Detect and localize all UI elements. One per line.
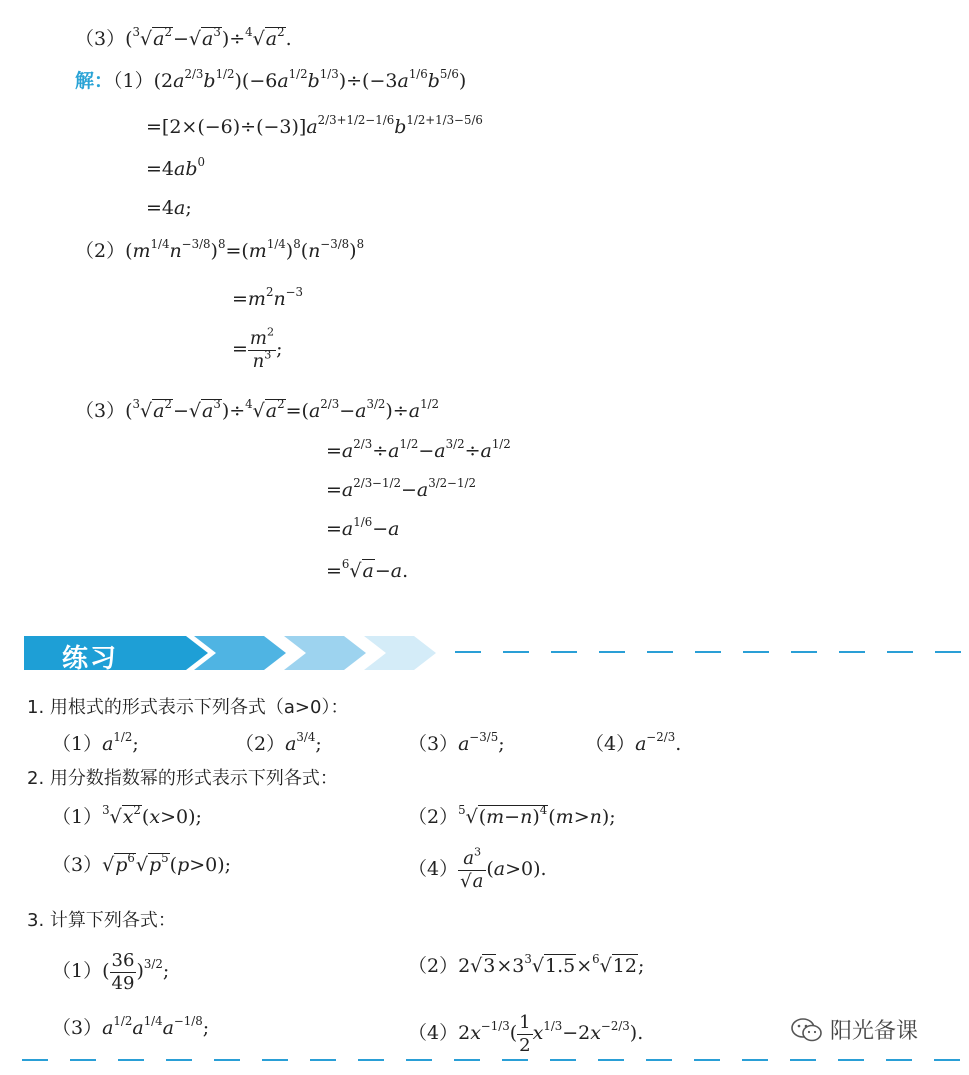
dashed-divider-segment [790,1059,816,1061]
solution-1-line-1: 解：$(1)(2a^{2/3}b^{1/2})(-6a^{1/2}b^{1/3})\div(-3a^{1/6}b^{5/6})$ [75,66,467,92]
solution-3-line-1: $(3)(^3√a^2-√a^3)\div^4√a^2=(a^{2/3}-a^{3/2})\div a^{1/2}$ [75,396,439,422]
solution-3-line-4: $=a^{1/6}-a$ [326,514,400,540]
solution-2-line-1: $(2)(m^{1/4}n^{-3/8})^8=(m^{1/4})^8(n^{-3/8})^8$ [75,236,365,262]
q3-item-3: $(3)a^{1/2}a^{1/4}a^{-1/8}$; [52,1013,210,1039]
dashed-divider-segment [22,1059,48,1061]
dashed-divider-segment [118,1059,144,1061]
dashed-divider-segment [838,1059,864,1061]
dashed-divider-segment [934,1059,960,1061]
q3-item-1: （1）( $\frac{36}{49}$ )$^{3/2}$; [52,950,170,994]
dashed-divider-segment [358,1059,384,1061]
q1-item-2: $(2)a^{3/4}$; [235,729,322,755]
dashed-divider-segment [599,651,625,653]
dashed-divider-segment [550,1059,576,1061]
section-title: 练习 [62,644,119,674]
q1-item-3: $(3)a^{-3/5}$; [408,729,505,755]
q1-item-4: $(4)a^{-2/3}$. [585,729,682,755]
dashed-divider-segment [694,1059,720,1061]
dashed-divider-segment [455,651,481,653]
q3-item-2: $(2)2√3\times 3^3√1.5\times^6√12$; [408,951,645,977]
solution-2-line-2: $=m^2n^{-3}$ [232,284,304,310]
problem-3-statement: $(3)(^3√a^2-√a^3)\div^4√a^2$. [75,24,292,50]
dashed-divider-segment [310,1059,336,1061]
question-2-text: 2. 用分数指数幂的形式表示下列各式： [27,768,338,789]
question-1-text: 1. 用根式的形式表示下列各式（a>0）： [27,697,349,718]
wechat-icon [790,1017,824,1043]
dashed-divider-segment [695,651,721,653]
dashed-divider-segment [454,1059,480,1061]
dashed-divider-segment [743,651,769,653]
solution-1-line-4: =4a; [146,197,192,219]
dashed-divider-segment [70,1059,96,1061]
solution-3-line-2: $=a^{2/3}\div a^{1/2}-a^{3/2}\div a^{1/2}$ [326,436,511,462]
solution-2-line-3: = $\frac{m^2}{n^3}$ ; [232,325,283,372]
dashed-divider-segment [598,1059,624,1061]
solution-3-line-3: $=a^{2/3-1/2}-a^{3/2-1/2}$ [326,475,476,501]
solution-label: 解： [75,70,114,92]
q2-item-3: $(3)√p^6√p^5(p>0)$; [52,850,232,876]
dashed-divider-segment [262,1059,288,1061]
dashed-divider-segment [503,651,529,653]
solution-3-line-5: =$^6$√a−a. [326,556,409,582]
q1-item-1: $(1)a^{1/2}$; [52,729,139,755]
dashed-divider-segment [887,651,913,653]
dashed-divider-segment [742,1059,768,1061]
dashed-divider-segment [647,651,673,653]
q3-item-4: $(4)2x^{-1/3}$( $\frac{1}{2}$ $x^{1/3}-2x^{-2/3}$). [408,1012,644,1056]
dashed-divider-segment [502,1059,528,1061]
dashed-divider-segment [646,1059,672,1061]
dashed-divider-segment [551,651,577,653]
dashed-divider-segment [406,1059,432,1061]
q2-item-1: $(1)^3√x^2(x>0)$; [52,802,202,828]
dashed-divider-segment [166,1059,192,1061]
solution-1-line-2: $=[2\times(-6)\div(-3)]a^{2/3+1/2-1/6}b^{1/2+1/3-5/6}$ [146,112,483,138]
dashed-divider-segment [791,651,817,653]
dashed-divider-segment [214,1059,240,1061]
dashed-divider-segment [935,651,961,653]
q2-item-4: （4） $\frac{a^3}{√a}$ (a>0). [408,845,547,892]
q2-item-2: $(2)^5√(m-n)^4(m>n)$; [408,802,616,828]
dashed-divider-segment [886,1059,912,1061]
solution-1-line-3: $=4ab^0$ [146,154,206,180]
watermark: 阳光备课 [790,1014,918,1045]
question-3-text: 3. 计算下列各式： [27,910,176,931]
dashed-divider-segment [839,651,865,653]
